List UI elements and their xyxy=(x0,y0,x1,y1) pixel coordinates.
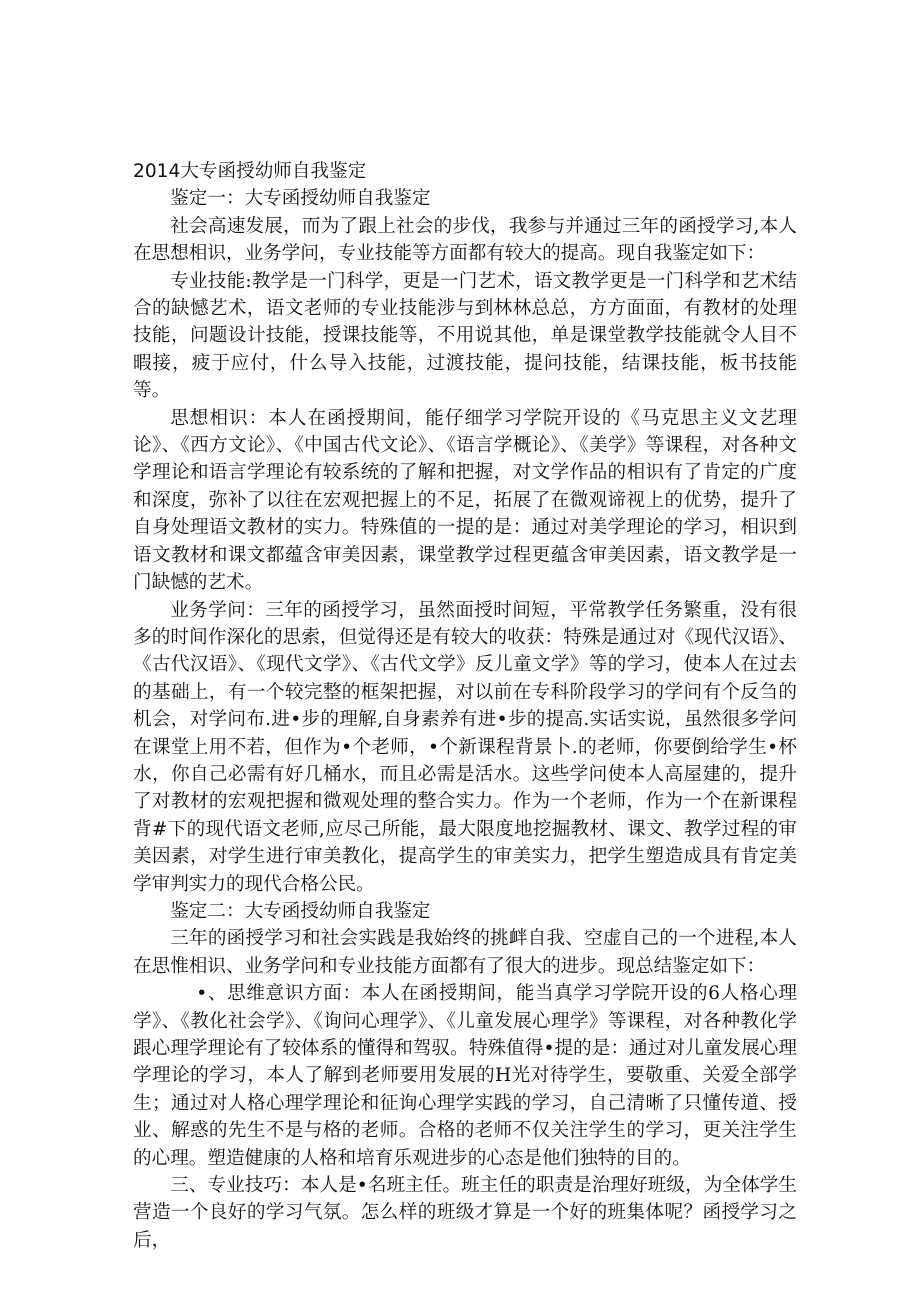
section-heading-1: 鉴定一：大专函授幼师自我鉴定 xyxy=(170,188,431,210)
intro-paragraph-1: 社会高速发展，而为了跟上社会的步伐，我参与并通过三年的函授学习,本人在思想相识，业务学问，专业技能等方面都有较大的提高。现自我鉴定如下： xyxy=(133,215,797,265)
section-heading-2: 鉴定二：大专函授幼师自我鉴定 xyxy=(170,900,431,922)
document-body xyxy=(133,158,797,1254)
intro-paragraph-2: 三年的函授学习和社会实践是我始终的挑衅自我、空虚自己的一个进程,本人在思惟相识、业务学问和专业技能方面都有了很大的进步。现总结鉴定如下： xyxy=(133,928,797,977)
thinking-awareness-paragraph: •、思维意识方面：本人在函授期间，能当真学习学院开设的6人格心理学》、《教化社会学》、《询问心理学》、《儿童发展心理学》等课程，对各种教化学跟心理学理论有了较体系的懂得和驾驭。特殊值得•提的是：通过对儿童发展心理学理论的学习，本人了解到老师要用发展的H光对待学生，要敬重、关爱全部学生；通过对人格心理学理论和征询心理学实践的学习，自己清晰了只懂传道、授业、解惑的先生不是与格的老师。合格的老师不仅关注学生的学习，更关注学生的心理。塑造健康的人格和培育乐观进步的心态是他们独特的目的。 xyxy=(133,983,797,1169)
professional-techniques-paragraph: 三、专业技巧：本人是•名班主任。班主任的职责是治理好班级，为全体学生营造一个良好的学习气氛。怎么样的班级才算是一个好的班集体呢？函授学习之后， xyxy=(133,1175,797,1251)
professional-skills-paragraph: 专业技能:教学是一门科学，更是一门艺术，语文教学更是一门科学和艺术结合的缺憾艺术，语文老师的专业技能涉与到林林总总，方方面面，有教材的处理技能，问题设计技能，授课技能等，不用说其他，单是课堂教学技能就令人目不暇接，疲于应付，什么导入技能，过渡技能，提问技能，结课技能，板书技能等。 xyxy=(133,270,797,402)
ideological-paragraph: 思想相识：本人在函授期间，能仔细学习学院开设的《马克思主义文艺理论》、《西方文论》、《中国古代文论》、《语言学概论》、《美学》等课程，对各种文学理论和语言学理论有较系统的了解和把握，对文学作品的相识有了肯定的广度和深度，弥补了以往在宏观把握上的不足，拓展了在微观谛视上的优势，提升了自身处理语文教材的实力。特殊值的一提的是：通过对美学理论的学习，相识到语文教材和课文都蕴含审美因素，课堂教学过程更蕴含审美因素，语文教学是一门缺憾的艺术。 xyxy=(133,407,797,594)
document-title: 2014大专函授幼师自我鉴定 xyxy=(133,161,367,182)
business-knowledge-paragraph: 业务学问：三年的函授学习，虽然面授时间短，平常教学任务繁重，没有很多的时间作深化的思索，但觉得还是有较大的收获：特殊是通过对《现代汉语》、《古代汉语》、《现代文学》、《古代文学》反儿童文学》等的学习，使本人在过去的基础上，有一个较完整的框架把握，对以前在专科阶段学习的学问有个反刍的机会，对学问布.进•步的理解,自身素养有进•步的提高.实话实说，虽然很多学问在课堂上用不若，但作为•个老师，•个新课程背景卜.的老师，你要倒给学生•杯水，你自己必需有好几桶水，而且必需是活水。这些学问使本人高屋建的，提升了对教材的宏观把握和微观处理的整合实力。作为一个老师，作为一个在新课程背#下的现代语文老师,应尽己所能，最大限度地挖掘教材、课文、教学过程的审美因素，对学生进行审美教化，提高学生的审美实力，把学生塑造成具有肯定美学审判实力的现代合格公民。 xyxy=(133,599,797,895)
